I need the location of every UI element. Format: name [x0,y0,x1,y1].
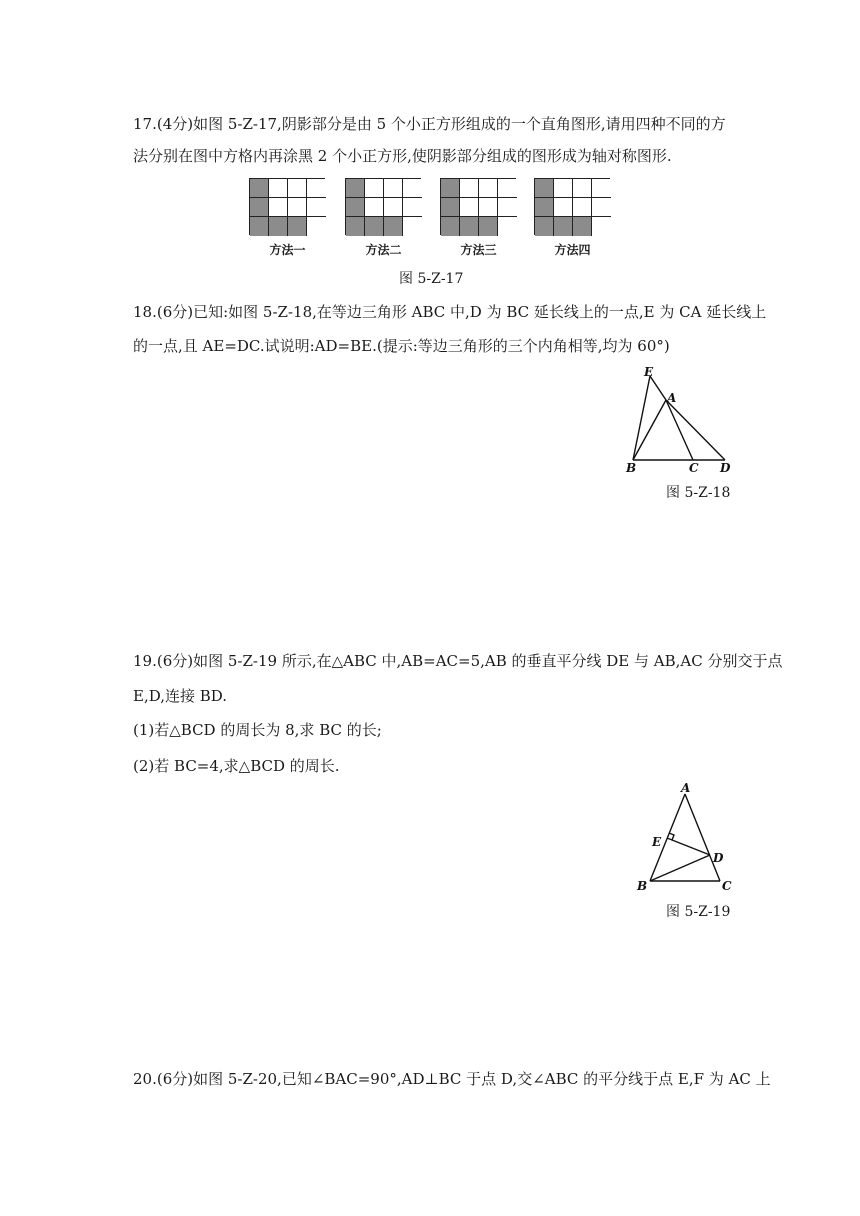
label-b: B [637,879,648,892]
q19-text-line1: 19.(6分)如图 5-Z-19 所示,在△ABC 中,AB=AC=5,AB 的垂直平分线 DE 与 AB,AC 分别交于点 [133,652,783,670]
method-grid-1 [249,178,326,235]
figure-caption-18: 图 5-Z-18 [666,485,731,501]
label-a: A [667,391,677,405]
label-c: C [689,461,699,474]
q18-text-line1: 18.(6分)已知:如图 5-Z-18,在等边三角形 ABC 中,D 为 BC 延长线上的一点,E 为 CA 延长线上 [133,303,767,321]
label-b: B [626,461,637,474]
figure-5z18-diagram [620,362,740,474]
method-grid-4 [534,178,611,235]
q17-text-line1: 17.(4分)如图 5-Z-17,阴影部分是由 5 个小正方形组成的一个直角图形,请用四种不同的方 [133,115,726,133]
label-c: C [722,879,732,892]
method-label-1: 方法一 [269,243,306,257]
method-label-3: 方法三 [460,243,497,257]
q17-text-line2: 法分别在图中方格内再涂黑 2 个小正方形,使阴影部分组成的图形成为轴对称图形. [133,147,672,165]
label-e: E [644,365,654,379]
label-a: A [681,781,691,795]
q19-part2: (2)若 BC=4,求△BCD 的周长. [133,757,340,775]
q19-part1: (1)若△BCD 的周长为 8,求 BC 的长; [133,721,382,739]
method-label-4: 方法四 [554,243,591,257]
label-d: D [720,461,731,474]
label-d: D [713,851,724,865]
figure-caption-17: 图 5-Z-17 [399,271,464,287]
figure-caption-19: 图 5-Z-19 [666,904,731,920]
method-grid-3 [440,178,517,235]
q18-text-line2: 的一点,且 AE=DC.试说明:AD=BE.(提示:等边三角形的三个内角相等,均为 60°) [133,337,670,355]
method-label-2: 方法二 [365,243,402,257]
method-grid-2 [345,178,422,235]
q20-text-line1: 20.(6分)如图 5-Z-20,已知∠BAC=90°,AD⊥BC 于点 D,交∠ABC 的平分线于点 E,F 为 AC 上 [133,1070,771,1088]
figure-5z19-diagram [630,780,740,892]
label-e: E [652,835,662,849]
q19-text-line2: E,D,连接 BD. [133,687,228,705]
